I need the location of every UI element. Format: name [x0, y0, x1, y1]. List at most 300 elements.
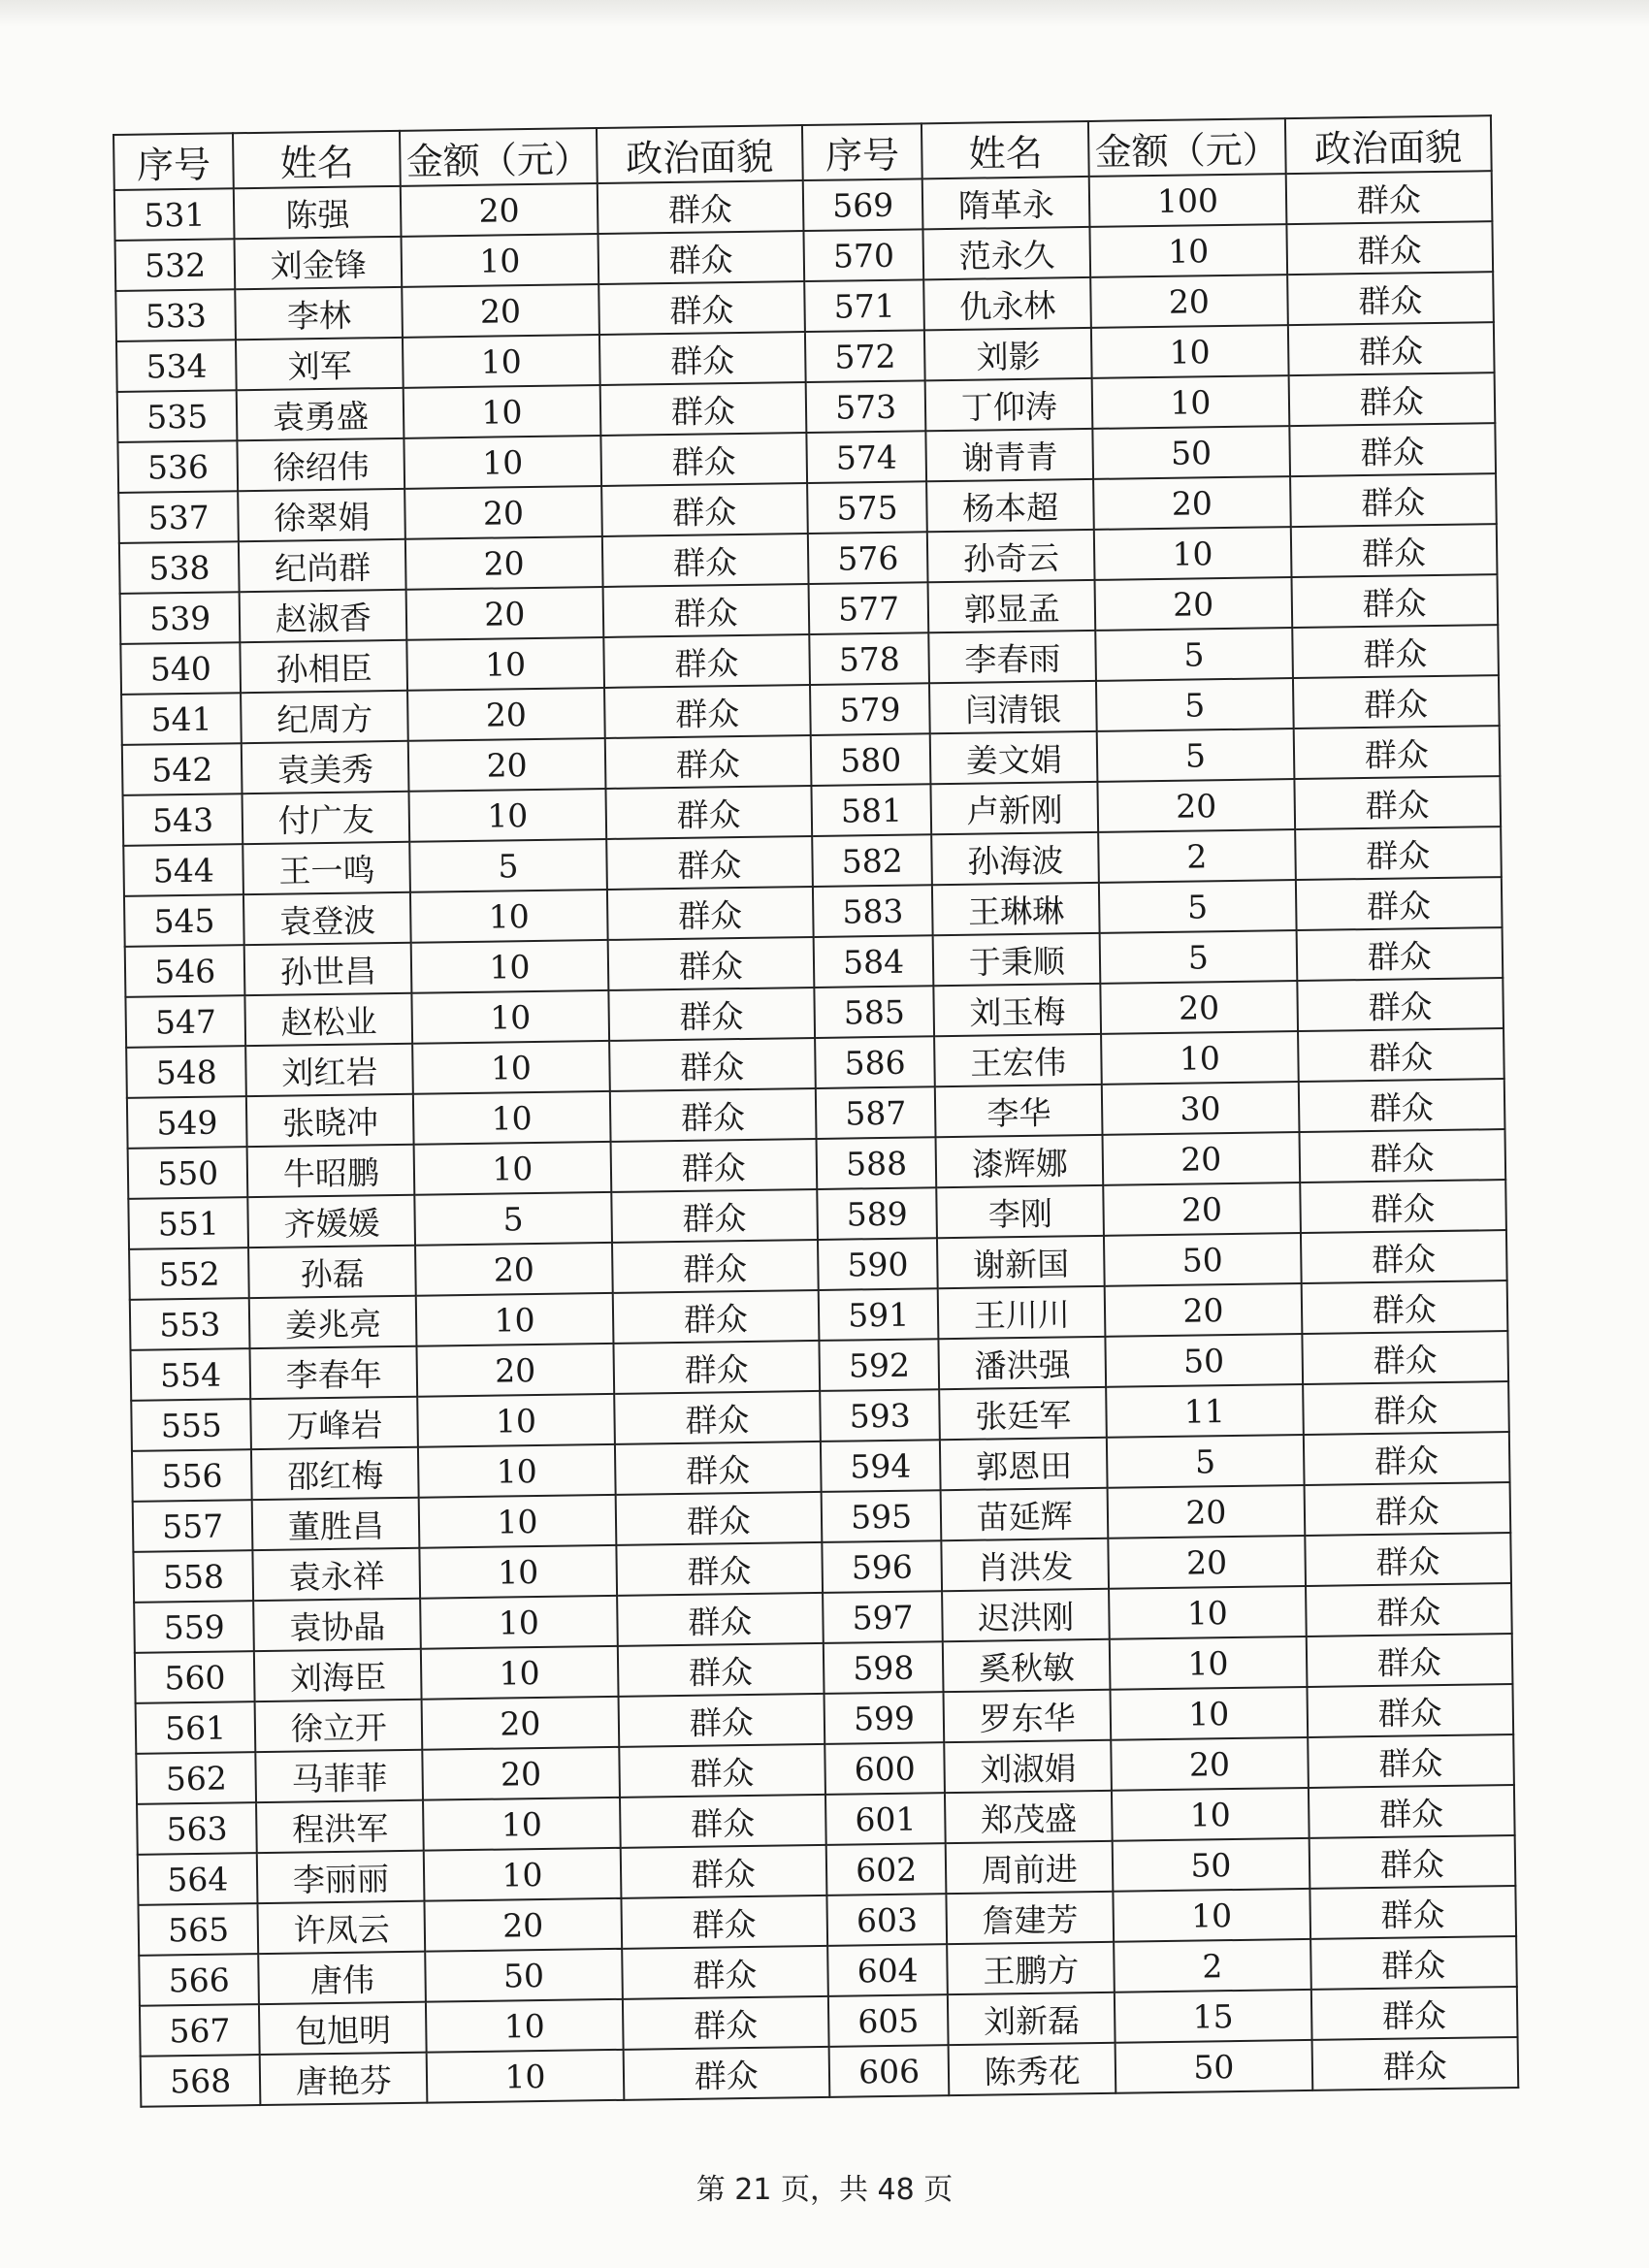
right-name-cell: 刘淑娟 — [945, 1740, 1113, 1793]
right-politics-cell: 群众 — [1303, 1432, 1509, 1485]
right-amount-cell: 50 — [1093, 426, 1290, 479]
right-seq-cell: 576 — [808, 532, 928, 584]
right-name-cell: 郭恩田 — [940, 1438, 1108, 1490]
right-amount-cell: 10 — [1110, 1636, 1307, 1690]
right-seq-cell: 602 — [826, 1843, 947, 1895]
right-seq-cell: 569 — [803, 178, 923, 231]
right-amount-cell: 5 — [1107, 1435, 1304, 1488]
left-politics-cell: 群众 — [609, 1088, 816, 1142]
left-politics-cell: 群众 — [604, 735, 811, 789]
right-politics-cell: 群众 — [1300, 1230, 1506, 1283]
right-amount-cell: 10 — [1092, 375, 1289, 429]
left-politics-cell: 群众 — [620, 1845, 826, 1898]
left-seq-cell: 556 — [132, 1449, 252, 1502]
right-amount-cell: 10 — [1109, 1586, 1306, 1639]
page-number: 第 21 页，共 48 页 — [695, 2173, 954, 2207]
right-seq-cell: 605 — [828, 1994, 949, 2047]
left-name-cell: 袁美秀 — [242, 741, 409, 794]
left-politics-cell: 群众 — [597, 180, 803, 234]
left-amount-cell: 10 — [421, 1646, 618, 1700]
left-seq-cell: 549 — [127, 1096, 247, 1149]
left-name-cell: 刘海臣 — [254, 1649, 422, 1701]
right-politics-cell: 群众 — [1286, 221, 1493, 275]
right-seq-cell: 592 — [819, 1339, 939, 1391]
left-seq-cell: 555 — [131, 1399, 251, 1451]
right-name-cell: 于秉顺 — [933, 933, 1101, 986]
right-politics-cell: 群众 — [1301, 1280, 1507, 1334]
left-name-cell: 邵红梅 — [251, 1447, 419, 1500]
left-seq-cell: 559 — [134, 1601, 254, 1653]
left-seq-cell: 533 — [115, 289, 236, 341]
left-name-cell: 牛昭鹏 — [247, 1145, 415, 1197]
right-amount-cell: 20 — [1101, 981, 1298, 1034]
header-amount: 金额（元） — [400, 128, 597, 186]
right-seq-cell: 582 — [812, 834, 932, 887]
right-politics-cell: 群众 — [1292, 625, 1499, 678]
left-seq-cell: 562 — [136, 1752, 256, 1804]
left-amount-cell: 20 — [405, 536, 602, 590]
left-amount-cell: 10 — [402, 234, 598, 287]
left-name-cell: 包旭明 — [259, 2002, 427, 2055]
left-amount-cell: 20 — [408, 738, 605, 792]
left-seq-cell: 536 — [117, 440, 238, 493]
left-politics-cell: 群众 — [604, 685, 811, 738]
left-politics-cell: 群众 — [615, 1492, 822, 1545]
left-seq-cell: 537 — [118, 491, 239, 543]
left-politics-cell: 群众 — [619, 1744, 825, 1798]
right-amount-cell: 20 — [1093, 476, 1290, 530]
left-name-cell: 李春年 — [250, 1346, 418, 1399]
left-seq-cell: 547 — [125, 995, 245, 1048]
right-seq-cell: 601 — [825, 1793, 946, 1845]
left-politics-cell: 群众 — [601, 534, 808, 587]
left-amount-cell: 5 — [410, 839, 607, 892]
right-name-cell: 王鹏方 — [947, 1942, 1115, 1994]
right-name-cell: 奚秋敏 — [943, 1639, 1111, 1692]
left-name-cell: 马菲菲 — [256, 1750, 424, 1802]
donation-roster-table — [113, 114, 1519, 2108]
right-politics-cell: 群众 — [1310, 1987, 1517, 2040]
right-amount-cell: 10 — [1114, 1889, 1310, 1942]
right-politics-cell: 群众 — [1308, 1734, 1514, 1788]
left-politics-cell: 群众 — [621, 1895, 827, 1949]
right-seq-cell: 587 — [816, 1086, 936, 1139]
left-seq-cell: 552 — [129, 1247, 249, 1300]
header-name: 姓名 — [233, 131, 401, 188]
right-seq-cell: 597 — [823, 1591, 943, 1643]
left-seq-cell: 553 — [130, 1298, 250, 1350]
left-amount-cell: 20 — [407, 688, 604, 741]
left-politics-cell: 群众 — [606, 887, 813, 940]
left-seq-cell: 532 — [115, 239, 236, 291]
left-seq-cell: 544 — [123, 844, 243, 896]
right-seq-cell: 589 — [817, 1187, 937, 1240]
left-amount-cell: 10 — [404, 385, 600, 438]
right-amount-cell: 30 — [1102, 1082, 1299, 1135]
right-amount-cell: 5 — [1099, 880, 1296, 933]
left-politics-cell: 群众 — [605, 786, 812, 839]
left-politics-cell: 群众 — [600, 433, 807, 486]
right-politics-cell: 群众 — [1304, 1482, 1510, 1536]
right-seq-cell: 584 — [814, 935, 934, 988]
right-seq-cell: 586 — [815, 1036, 935, 1088]
right-seq-cell: 570 — [803, 229, 923, 281]
right-politics-cell: 群众 — [1298, 1079, 1504, 1132]
right-politics-cell: 群众 — [1287, 322, 1494, 375]
right-politics-cell: 群众 — [1291, 574, 1498, 628]
left-politics-cell: 群众 — [598, 281, 805, 335]
left-amount-cell: 10 — [424, 1848, 621, 1901]
left-politics-cell: 群众 — [610, 1139, 817, 1192]
right-politics-cell: 群众 — [1309, 1835, 1515, 1889]
left-politics-cell: 群众 — [616, 1542, 823, 1596]
right-politics-cell: 群众 — [1299, 1129, 1505, 1183]
left-amount-cell: 10 — [416, 1293, 613, 1346]
left-amount-cell: 10 — [409, 789, 606, 842]
right-politics-cell: 群众 — [1303, 1381, 1509, 1435]
left-name-cell: 纪周方 — [241, 691, 408, 743]
left-seq-cell: 568 — [141, 2055, 261, 2107]
left-politics-cell: 群众 — [622, 1996, 828, 2050]
right-amount-cell: 20 — [1090, 275, 1287, 328]
left-politics-cell: 群众 — [617, 1593, 824, 1646]
right-politics-cell: 群众 — [1302, 1331, 1508, 1384]
left-amount-cell: 10 — [426, 1999, 623, 2053]
right-amount-cell: 5 — [1096, 678, 1293, 731]
right-politics-cell: 群众 — [1295, 877, 1502, 930]
left-politics-cell: 群众 — [614, 1391, 821, 1444]
header-seq-right: 序号 — [802, 123, 922, 180]
left-name-cell: 孙世昌 — [244, 943, 412, 995]
left-seq-cell: 564 — [138, 1853, 258, 1905]
left-seq-cell: 557 — [133, 1500, 253, 1552]
roster-sheet — [113, 114, 1519, 2108]
left-seq-cell: 531 — [114, 188, 235, 241]
right-amount-cell: 5 — [1095, 628, 1292, 681]
right-amount-cell: 20 — [1098, 779, 1295, 832]
left-politics-cell: 群众 — [613, 1341, 820, 1394]
right-amount-cell: 100 — [1089, 174, 1286, 227]
header-seq: 序号 — [113, 133, 234, 190]
right-amount-cell: 50 — [1113, 1838, 1310, 1892]
right-amount-cell: 50 — [1116, 2040, 1312, 2093]
right-seq-cell: 572 — [805, 330, 925, 382]
left-politics-cell: 群众 — [599, 382, 806, 436]
right-amount-cell: 50 — [1104, 1233, 1301, 1286]
right-politics-cell: 群众 — [1285, 171, 1492, 224]
right-politics-cell: 群众 — [1306, 1583, 1512, 1636]
header-politics: 政治面貌 — [597, 125, 803, 183]
left-politics-cell: 群众 — [609, 1038, 816, 1091]
left-amount-cell: 10 — [404, 436, 601, 489]
right-name-cell: 王川川 — [938, 1286, 1106, 1339]
left-name-cell: 付广友 — [242, 792, 410, 844]
right-seq-cell: 594 — [821, 1440, 941, 1492]
left-name-cell: 袁协晶 — [254, 1599, 422, 1651]
right-name-cell: 仇永林 — [924, 277, 1092, 330]
right-politics-cell: 群众 — [1295, 826, 1502, 880]
table-body — [114, 171, 1518, 2107]
scan-edge-shadow — [0, 0, 1649, 27]
right-name-cell: 孙奇云 — [927, 530, 1095, 582]
left-amount-cell: 10 — [423, 1798, 620, 1851]
right-seq-cell: 573 — [806, 380, 926, 433]
left-politics-cell: 群众 — [606, 836, 813, 890]
left-seq-cell: 538 — [119, 541, 240, 594]
right-name-cell: 肖洪发 — [942, 1539, 1110, 1591]
right-amount-cell: 11 — [1106, 1384, 1303, 1438]
left-name-cell: 董胜昌 — [252, 1498, 420, 1550]
right-name-cell: 陈秀花 — [949, 2043, 1116, 2095]
right-seq-cell: 604 — [827, 1944, 948, 1996]
right-amount-cell: 15 — [1115, 1990, 1311, 2043]
left-name-cell: 王一鸣 — [243, 842, 411, 894]
right-amount-cell: 10 — [1090, 224, 1287, 277]
right-amount-cell: 20 — [1108, 1485, 1305, 1539]
left-seq-cell: 554 — [131, 1348, 251, 1401]
right-politics-cell: 群众 — [1308, 1785, 1514, 1838]
left-seq-cell: 534 — [116, 340, 237, 392]
right-name-cell: 迟洪刚 — [942, 1589, 1110, 1641]
right-politics-cell: 群众 — [1292, 675, 1499, 729]
right-name-cell: 刘影 — [924, 328, 1092, 380]
left-seq-cell: 550 — [128, 1147, 248, 1199]
left-amount-cell: 20 — [401, 183, 598, 237]
left-politics-cell: 群众 — [602, 584, 809, 637]
left-seq-cell: 561 — [136, 1701, 256, 1754]
left-seq-cell: 535 — [117, 390, 238, 442]
left-name-cell: 李丽丽 — [257, 1851, 425, 1903]
right-name-cell: 周前进 — [946, 1841, 1114, 1894]
left-seq-cell: 545 — [124, 894, 244, 947]
right-seq-cell: 580 — [811, 733, 931, 786]
left-seq-cell: 546 — [125, 945, 245, 997]
left-name-cell: 孙磊 — [248, 1246, 416, 1298]
right-politics-cell: 群众 — [1296, 927, 1503, 981]
left-amount-cell: 10 — [420, 1545, 617, 1599]
right-name-cell: 漆辉娜 — [936, 1135, 1104, 1187]
left-amount-cell: 20 — [425, 1898, 622, 1952]
left-amount-cell: 10 — [403, 335, 599, 388]
right-amount-cell: 10 — [1112, 1788, 1309, 1841]
right-politics-cell: 群众 — [1289, 423, 1496, 476]
right-amount-cell: 20 — [1109, 1536, 1306, 1589]
right-politics-cell: 群众 — [1297, 978, 1504, 1031]
right-politics-cell: 群众 — [1290, 524, 1497, 577]
left-politics-cell: 群众 — [617, 1643, 824, 1697]
right-amount-cell: 5 — [1097, 729, 1294, 782]
right-politics-cell: 群众 — [1307, 1684, 1513, 1737]
left-amount-cell: 10 — [413, 1091, 610, 1145]
left-politics-cell: 群众 — [614, 1442, 821, 1495]
left-seq-cell: 566 — [139, 1954, 259, 2006]
right-amount-cell: 20 — [1105, 1283, 1302, 1337]
left-name-cell: 唐伟 — [259, 1952, 427, 2004]
left-name-cell: 徐翠娟 — [239, 489, 406, 541]
right-seq-cell: 575 — [807, 481, 927, 534]
right-seq-cell: 588 — [816, 1137, 936, 1189]
right-seq-cell: 574 — [806, 431, 926, 483]
right-name-cell: 孙海波 — [931, 832, 1099, 885]
right-name-cell: 杨本超 — [926, 479, 1094, 532]
left-seq-cell: 543 — [123, 794, 243, 846]
left-amount-cell: 50 — [425, 1949, 622, 2002]
left-politics-cell: 群众 — [608, 988, 815, 1041]
left-politics-cell: 群众 — [612, 1290, 819, 1344]
right-name-cell: 谢新国 — [937, 1236, 1105, 1288]
right-amount-cell: 20 — [1095, 577, 1292, 631]
header-name-right: 姓名 — [922, 121, 1089, 178]
right-politics-cell: 群众 — [1290, 473, 1497, 527]
right-seq-cell: 581 — [811, 784, 931, 836]
right-name-cell: 姜文娟 — [930, 731, 1098, 784]
left-name-cell: 程洪军 — [256, 1800, 424, 1853]
left-seq-cell: 558 — [133, 1550, 253, 1603]
left-politics-cell: 群众 — [612, 1240, 819, 1293]
left-seq-cell: 540 — [120, 642, 241, 695]
header-politics-right: 政治面貌 — [1284, 115, 1491, 174]
left-amount-cell: 20 — [417, 1344, 614, 1397]
left-name-cell: 齐媛媛 — [248, 1195, 416, 1247]
right-name-cell: 谢青青 — [926, 429, 1094, 481]
right-amount-cell: 20 — [1111, 1737, 1308, 1791]
left-name-cell: 徐立开 — [255, 1700, 423, 1752]
right-name-cell: 罗东华 — [944, 1690, 1112, 1742]
right-amount-cell: 2 — [1098, 829, 1295, 883]
left-politics-cell: 群众 — [611, 1189, 818, 1243]
left-name-cell: 万峰岩 — [251, 1397, 419, 1449]
right-politics-cell: 群众 — [1293, 726, 1500, 779]
right-seq-cell: 585 — [814, 986, 934, 1038]
left-politics-cell: 群众 — [623, 2047, 829, 2100]
right-name-cell: 郑茂盛 — [945, 1791, 1113, 1843]
left-seq-cell: 563 — [137, 1802, 257, 1855]
left-amount-cell: 20 — [422, 1697, 619, 1750]
left-name-cell: 孙相臣 — [241, 640, 408, 693]
right-seq-cell: 599 — [824, 1692, 944, 1744]
left-amount-cell: 20 — [403, 284, 599, 338]
left-politics-cell: 群众 — [598, 231, 804, 284]
right-amount-cell: 10 — [1111, 1687, 1308, 1740]
right-politics-cell: 群众 — [1310, 1886, 1516, 1939]
right-seq-cell: 590 — [818, 1238, 938, 1290]
left-name-cell: 刘红岩 — [246, 1044, 414, 1096]
right-seq-cell: 579 — [810, 683, 930, 735]
left-amount-cell: 10 — [414, 1142, 611, 1195]
left-politics-cell: 群众 — [618, 1694, 824, 1747]
left-amount-cell: 10 — [411, 940, 608, 993]
right-politics-cell: 群众 — [1287, 272, 1494, 325]
right-seq-cell: 578 — [809, 632, 929, 685]
right-seq-cell: 596 — [822, 1540, 942, 1593]
right-name-cell: 范永久 — [923, 227, 1091, 279]
right-seq-cell: 593 — [820, 1389, 940, 1442]
left-amount-cell: 10 — [418, 1394, 615, 1447]
right-seq-cell: 591 — [819, 1288, 939, 1341]
right-politics-cell: 群众 — [1300, 1180, 1506, 1233]
left-amount-cell: 10 — [418, 1444, 615, 1498]
right-politics-cell: 群众 — [1294, 776, 1501, 829]
left-seq-cell: 560 — [135, 1651, 255, 1703]
left-name-cell: 姜兆亮 — [249, 1296, 417, 1348]
right-name-cell: 丁仰涛 — [925, 378, 1093, 431]
left-amount-cell: 10 — [419, 1495, 616, 1548]
left-seq-cell: 551 — [128, 1197, 248, 1249]
left-name-cell: 赵淑香 — [240, 590, 407, 642]
left-amount-cell: 10 — [427, 2050, 624, 2103]
left-name-cell: 袁勇盛 — [237, 388, 404, 440]
right-name-cell: 李华 — [935, 1085, 1103, 1137]
right-name-cell: 刘新磊 — [948, 1993, 1116, 2045]
left-amount-cell: 5 — [415, 1192, 612, 1246]
left-amount-cell: 20 — [404, 486, 601, 539]
right-name-cell: 苗延辉 — [941, 1488, 1109, 1540]
right-name-cell: 李春雨 — [929, 631, 1097, 683]
left-politics-cell: 群众 — [599, 332, 806, 385]
left-politics-cell: 群众 — [603, 634, 810, 688]
right-amount-cell: 10 — [1091, 325, 1288, 378]
right-name-cell: 詹建芳 — [947, 1892, 1115, 1944]
right-name-cell: 张廷军 — [939, 1387, 1107, 1440]
right-name-cell: 潘洪强 — [939, 1337, 1107, 1389]
right-seq-cell: 598 — [824, 1641, 944, 1694]
right-name-cell: 郭显孟 — [928, 580, 1096, 632]
left-name-cell: 袁登波 — [243, 892, 411, 945]
right-politics-cell: 群众 — [1305, 1533, 1511, 1586]
right-seq-cell: 603 — [826, 1894, 947, 1946]
left-amount-cell: 10 — [420, 1596, 617, 1649]
left-name-cell: 徐绍伟 — [238, 438, 405, 491]
left-name-cell: 陈强 — [234, 186, 402, 239]
left-seq-cell: 542 — [122, 743, 242, 795]
right-amount-cell: 5 — [1100, 930, 1297, 984]
left-amount-cell: 10 — [412, 1041, 609, 1094]
left-seq-cell: 567 — [140, 2004, 260, 2057]
left-amount-cell: 20 — [415, 1243, 612, 1296]
right-amount-cell: 2 — [1114, 1939, 1310, 1993]
left-amount-cell: 10 — [412, 990, 609, 1044]
right-name-cell: 隋革永 — [922, 177, 1090, 229]
right-seq-cell: 595 — [822, 1490, 942, 1542]
right-politics-cell: 群众 — [1310, 1936, 1517, 1990]
right-name-cell: 卢新刚 — [931, 782, 1099, 834]
left-seq-cell: 539 — [120, 592, 241, 644]
right-name-cell: 刘玉梅 — [934, 984, 1102, 1036]
right-name-cell: 王琳琳 — [932, 883, 1100, 935]
left-politics-cell: 群众 — [620, 1795, 826, 1848]
left-name-cell: 唐艳芬 — [260, 2053, 428, 2105]
left-amount-cell: 10 — [410, 890, 607, 943]
right-amount-cell: 50 — [1106, 1334, 1303, 1387]
right-name-cell: 王宏伟 — [934, 1034, 1102, 1086]
right-amount-cell: 10 — [1101, 1031, 1298, 1085]
left-seq-cell: 565 — [138, 1903, 258, 1956]
left-name-cell: 纪尚群 — [239, 539, 406, 592]
right-seq-cell: 600 — [824, 1742, 945, 1795]
right-seq-cell: 577 — [809, 582, 929, 634]
right-amount-cell: 20 — [1103, 1183, 1300, 1236]
right-seq-cell: 606 — [829, 2045, 950, 2097]
left-name-cell: 袁永祥 — [253, 1548, 421, 1601]
left-politics-cell: 群众 — [607, 937, 814, 990]
left-seq-cell: 548 — [126, 1046, 246, 1098]
left-name-cell: 许凤云 — [258, 1901, 426, 1954]
header-amount-right: 金额（元） — [1088, 118, 1285, 177]
right-politics-cell: 群众 — [1311, 2037, 1518, 2090]
left-name-cell: 刘军 — [236, 338, 404, 390]
right-amount-cell: 20 — [1103, 1132, 1300, 1185]
right-amount-cell: 10 — [1094, 527, 1291, 580]
